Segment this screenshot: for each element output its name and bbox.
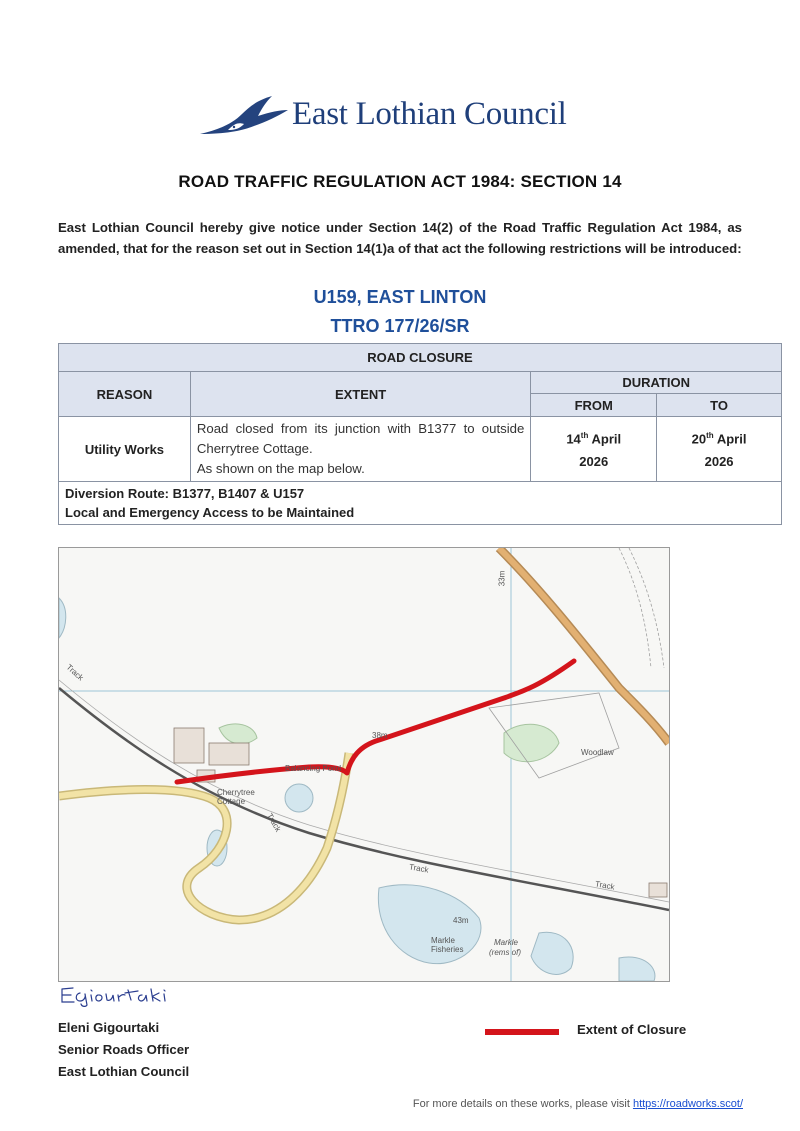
legend-closure-swatch [485,1029,559,1035]
map-label-height: 33m [497,570,507,587]
balancing-pond [285,784,313,812]
track-line [619,548,651,668]
map-graphic [59,548,669,981]
map-label-markle-fisheries: Markle Fisheries [431,936,464,954]
map-label-track: Track [594,879,616,892]
eagle-logo-icon [198,94,290,142]
map-label-track: Track [265,811,283,834]
woodland [219,724,257,744]
railway-line [59,688,669,910]
from-suffix: th [580,431,589,441]
map-label-cherrytree: Cherrytree Cottage [217,788,255,806]
from-date [531,417,657,482]
legend-label: Extent of Closure [577,1022,687,1037]
signatory-name: Eleni Gigourtaki [58,1020,160,1035]
reason-value: Utility Works [59,417,191,482]
building [649,883,667,897]
to-date [657,417,782,482]
map-label-track: Track [64,662,86,683]
signatory-block [58,1017,189,1083]
handwritten-signature [58,985,203,1007]
signatory-org: East Lothian Council [58,1064,190,1079]
extent-value [190,417,530,482]
reason-header: REASON [59,372,191,417]
map-label-markle: Markle [494,938,519,947]
signature-image [58,985,203,1007]
road-name: U159, EAST LINTON [313,287,487,307]
intro-paragraph: East Lothian Council hereby give notice under Section 14(2) of the Road Traffic Regulation Act 1984, as amended, that for the reason set out in Section 14(1)a of that act the following restrictions will be introduced: [58,220,742,256]
council-logo [198,92,598,146]
b-road [499,548,669,743]
map-label-rems: (rems of) [489,948,521,957]
to-year: 2026 [704,453,734,469]
water-body [531,932,573,974]
from-year: 2026 [579,453,609,469]
roadworks-link[interactable]: https://roadworks.scot/ [632,1098,743,1110]
extent-header: EXTENT [190,372,530,417]
extent-description: Road closed from its junction with B1377 to outside Cherrytree Cottage. [196,421,525,456]
notice-title: ROAD TRAFFIC REGULATION ACT 1984: SECTION 14 [178,172,622,191]
to-day: 20 [691,431,707,447]
extent-map-note: As shown on the map below. [196,461,365,476]
from-month: April [591,431,622,447]
map-label-woodlaw: Woodlaw [581,748,614,757]
building [174,728,204,763]
from-header: FROM [531,394,657,417]
woodland [504,724,559,761]
diversion-cell [59,482,782,525]
signatory-role: Senior Roads Officer [58,1042,190,1057]
to-suffix: th [706,431,714,441]
access-note: Local and Emergency Access to be Maintained [65,505,355,520]
duration-header: DURATION [531,372,782,394]
water-body [619,957,655,981]
map-label-height: 43m [453,916,469,925]
map-label-height: 38m [372,731,388,740]
logo-wordmark: East Lothian Council [292,96,567,132]
order-reference: TTRO 177/26/SR [330,316,470,336]
footer-text: For more details on these works, please visit [412,1098,633,1110]
to-header: TO [657,394,782,417]
closure-map [58,547,670,982]
map-label-balancing-pond: Balancing Pond [285,764,342,773]
diversion-route: Diversion Route: B1377, B1407 & U157 [65,486,305,501]
map-label-track: Track [408,862,430,875]
road-closure-heading: ROAD CLOSURE [59,344,782,372]
water-body [59,598,66,638]
from-day: 14 [566,431,581,447]
closure-table [58,343,782,525]
track-line [629,548,664,668]
to-month: April [716,431,747,447]
building [209,743,249,765]
footer-note [413,1098,743,1110]
